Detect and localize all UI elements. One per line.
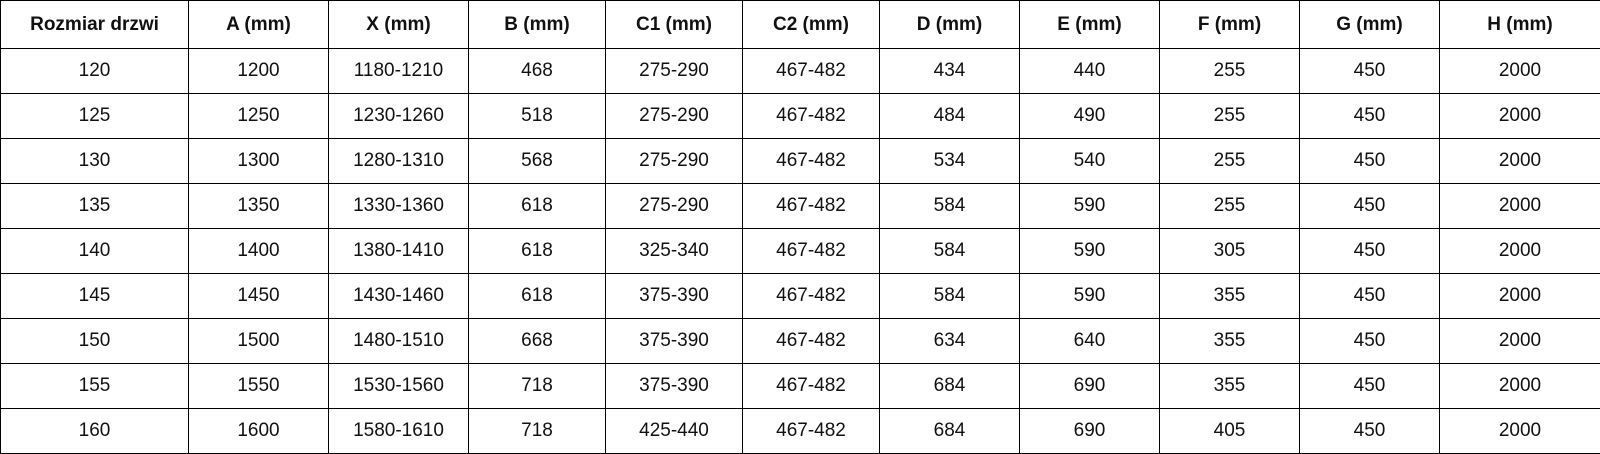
table-cell: 130 <box>1 139 189 184</box>
table-cell: 275-290 <box>606 184 743 229</box>
table-cell: 255 <box>1160 184 1300 229</box>
table-cell: 1230-1260 <box>329 94 469 139</box>
table-cell: 467-482 <box>743 319 880 364</box>
column-header-c1: C1 (mm) <box>606 1 743 49</box>
table-cell: 718 <box>469 364 606 409</box>
column-header-h: H (mm) <box>1440 1 1600 49</box>
table-cell: 590 <box>1020 274 1160 319</box>
column-header-c2: C2 (mm) <box>743 1 880 49</box>
table-cell: 584 <box>880 274 1020 319</box>
column-header-f: F (mm) <box>1160 1 1300 49</box>
table-cell: 2000 <box>1440 229 1600 274</box>
column-header-e: E (mm) <box>1020 1 1160 49</box>
table-cell: 2000 <box>1440 49 1600 94</box>
table-header <box>1 1 1600 49</box>
table-cell: 2000 <box>1440 364 1600 409</box>
table-cell: 540 <box>1020 139 1160 184</box>
table-cell: 2000 <box>1440 184 1600 229</box>
table-cell: 467-482 <box>743 49 880 94</box>
column-header-d: D (mm) <box>880 1 1020 49</box>
table-cell: 1600 <box>189 409 329 454</box>
table-cell: 1500 <box>189 319 329 364</box>
table-cell: 125 <box>1 94 189 139</box>
table-row <box>1 139 1600 184</box>
table-cell: 590 <box>1020 229 1160 274</box>
table-cell: 684 <box>880 409 1020 454</box>
table-cell: 275-290 <box>606 139 743 184</box>
table-cell: 1180-1210 <box>329 49 469 94</box>
table-cell: 450 <box>1300 49 1440 94</box>
table-cell: 468 <box>469 49 606 94</box>
table-row <box>1 274 1600 319</box>
table-cell: 568 <box>469 139 606 184</box>
table-cell: 325-340 <box>606 229 743 274</box>
table-cell: 255 <box>1160 49 1300 94</box>
table-cell: 255 <box>1160 94 1300 139</box>
table-cell: 434 <box>880 49 1020 94</box>
table-cell: 1450 <box>189 274 329 319</box>
table-cell: 467-482 <box>743 409 880 454</box>
table-cell: 534 <box>880 139 1020 184</box>
table-cell: 155 <box>1 364 189 409</box>
column-header-rozmiar-drzwi: Rozmiar drzwi <box>1 1 189 49</box>
table-cell: 425-440 <box>606 409 743 454</box>
table-cell: 355 <box>1160 319 1300 364</box>
table-cell: 450 <box>1300 229 1440 274</box>
table-cell: 1350 <box>189 184 329 229</box>
table-cell: 640 <box>1020 319 1160 364</box>
table-cell: 450 <box>1300 139 1440 184</box>
table-cell: 160 <box>1 409 189 454</box>
table-cell: 690 <box>1020 364 1160 409</box>
table-cell: 275-290 <box>606 49 743 94</box>
table-cell: 1250 <box>189 94 329 139</box>
table-cell: 1280-1310 <box>329 139 469 184</box>
table-row <box>1 229 1600 274</box>
table-row <box>1 364 1600 409</box>
table-cell: 2000 <box>1440 274 1600 319</box>
table-cell: 467-482 <box>743 139 880 184</box>
table-cell: 450 <box>1300 94 1440 139</box>
table-row <box>1 184 1600 229</box>
table-cell: 484 <box>880 94 1020 139</box>
table-header-row <box>1 1 1600 49</box>
table-cell: 450 <box>1300 319 1440 364</box>
table-cell: 150 <box>1 319 189 364</box>
table-cell: 690 <box>1020 409 1160 454</box>
table-cell: 440 <box>1020 49 1160 94</box>
table-cell: 467-482 <box>743 184 880 229</box>
table-cell: 467-482 <box>743 94 880 139</box>
table-cell: 405 <box>1160 409 1300 454</box>
table-cell: 135 <box>1 184 189 229</box>
table-cell: 518 <box>469 94 606 139</box>
table-cell: 467-482 <box>743 364 880 409</box>
table-cell: 1330-1360 <box>329 184 469 229</box>
table-cell: 255 <box>1160 139 1300 184</box>
table-cell: 450 <box>1300 364 1440 409</box>
table-cell: 275-290 <box>606 94 743 139</box>
table-cell: 2000 <box>1440 409 1600 454</box>
table-cell: 634 <box>880 319 1020 364</box>
table-cell: 120 <box>1 49 189 94</box>
table-cell: 618 <box>469 229 606 274</box>
table-cell: 590 <box>1020 184 1160 229</box>
column-header-a: A (mm) <box>189 1 329 49</box>
table-cell: 1530-1560 <box>329 364 469 409</box>
table-cell: 684 <box>880 364 1020 409</box>
column-header-b: B (mm) <box>469 1 606 49</box>
table-row <box>1 49 1600 94</box>
table-cell: 1580-1610 <box>329 409 469 454</box>
table-cell: 355 <box>1160 364 1300 409</box>
table-cell: 1300 <box>189 139 329 184</box>
table-cell: 618 <box>469 274 606 319</box>
table-cell: 145 <box>1 274 189 319</box>
table-cell: 1430-1460 <box>329 274 469 319</box>
table-cell: 2000 <box>1440 319 1600 364</box>
table-cell: 1380-1410 <box>329 229 469 274</box>
table-cell: 1200 <box>189 49 329 94</box>
table-row <box>1 319 1600 364</box>
table-cell: 2000 <box>1440 94 1600 139</box>
table-cell: 1550 <box>189 364 329 409</box>
table-cell: 618 <box>469 184 606 229</box>
table-cell: 668 <box>469 319 606 364</box>
table-cell: 467-482 <box>743 229 880 274</box>
table-cell: 140 <box>1 229 189 274</box>
table-cell: 305 <box>1160 229 1300 274</box>
table-cell: 467-482 <box>743 274 880 319</box>
table-cell: 1400 <box>189 229 329 274</box>
table-cell: 450 <box>1300 409 1440 454</box>
table-cell: 450 <box>1300 274 1440 319</box>
table-cell: 2000 <box>1440 139 1600 184</box>
column-header-x: X (mm) <box>329 1 469 49</box>
table-body <box>1 49 1600 454</box>
column-header-g: G (mm) <box>1300 1 1440 49</box>
table-cell: 584 <box>880 229 1020 274</box>
table-cell: 450 <box>1300 184 1440 229</box>
table-cell: 375-390 <box>606 364 743 409</box>
table-cell: 584 <box>880 184 1020 229</box>
table-cell: 375-390 <box>606 274 743 319</box>
table-cell: 375-390 <box>606 319 743 364</box>
table-cell: 355 <box>1160 274 1300 319</box>
table-cell: 1480-1510 <box>329 319 469 364</box>
table-cell: 718 <box>469 409 606 454</box>
table-row <box>1 94 1600 139</box>
table-cell: 490 <box>1020 94 1160 139</box>
